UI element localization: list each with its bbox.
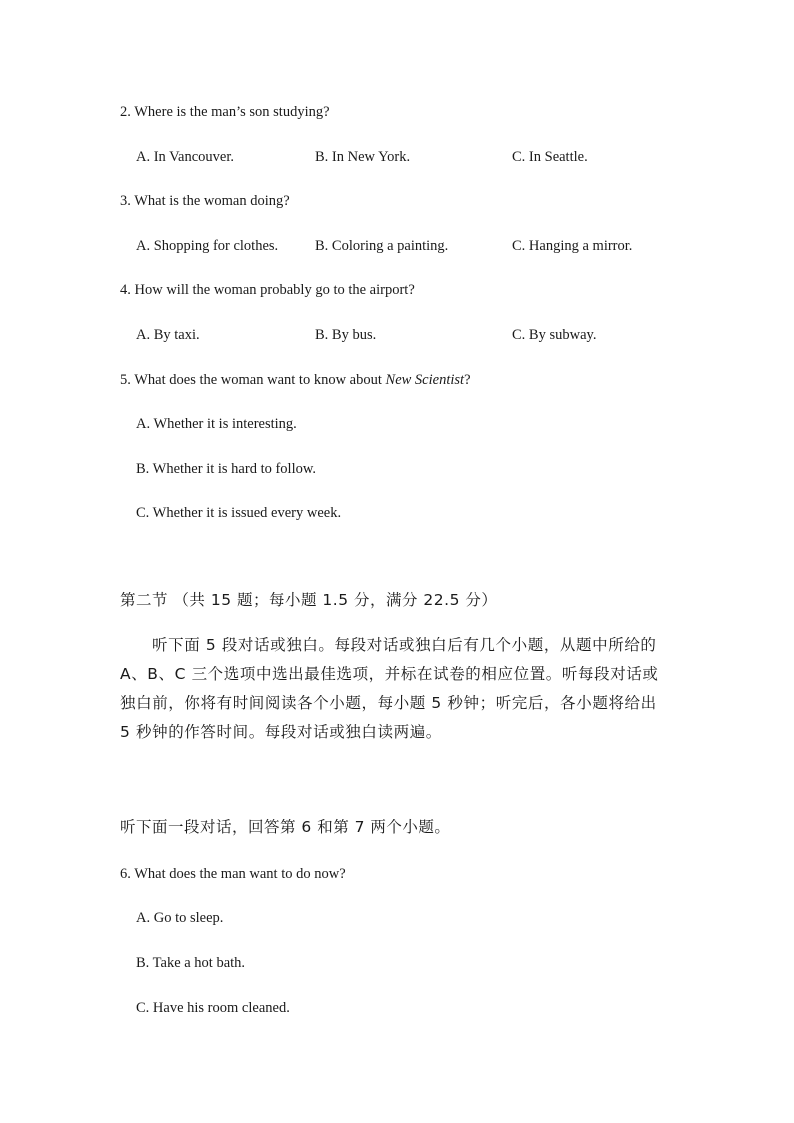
q5-option-b: B. Whether it is hard to follow. [136,461,317,477]
question-5-mark: ? [464,372,471,388]
q3-option-c: C. Hanging a mirror. [512,238,633,254]
question-5-title: New Scientist [385,372,465,388]
q3-option-a: A. Shopping for clothes. [136,238,279,254]
q6-option-c: C. Have his room cleaned. [136,1000,290,1016]
question-3: 3. What is the woman doing? [120,193,290,209]
question-5-text: 5. What does the woman want to know about [120,372,386,388]
q2-option-b: B. In New York. [315,149,411,165]
question-2: 2. Where is the man’s son studying? [120,104,330,120]
question-4: 4. How will the woman probably go to the airport? [120,282,415,298]
q6-option-a: A. Go to sleep. [136,910,224,926]
question-6: 6. What does the man want to do now? [120,866,346,882]
q3-option-b: B. Coloring a painting. [315,238,449,254]
dialog-intro: 听下面一段对话，回答第 6 和第 7 两个小题。 [120,818,451,836]
q6-option-b: B. Take a hot bath. [136,955,246,971]
q4-option-c: C. By subway. [512,327,597,343]
q2-option-a: A. In Vancouver. [136,149,234,165]
q2-option-c: C. In Seattle. [512,149,588,165]
section-2-instructions: 听下面 5 段对话或独白。每段对话或独白后有几个小题，从题中所给的 A、B、C 三个选项中选出最佳选项，并标在试卷的相应位置。听每段对话或独白前，你将有时间阅读各个小题，每小题 5 秒钟；听完后，各小题将给出 5 秒钟的作答时间。每段对话或独白读两遍。 [120,636,659,741]
question-5 [120,373,471,388]
q5-option-a: A. Whether it is interesting. [136,416,297,432]
q4-option-b: B. By bus. [315,327,377,343]
q4-option-a: A. By taxi. [136,327,200,343]
section-2-heading: 第二节 （共 15 题；每小题 1.5 分，满分 22.5 分） [120,591,498,609]
q5-option-c: C. Whether it is issued every week. [136,505,342,521]
